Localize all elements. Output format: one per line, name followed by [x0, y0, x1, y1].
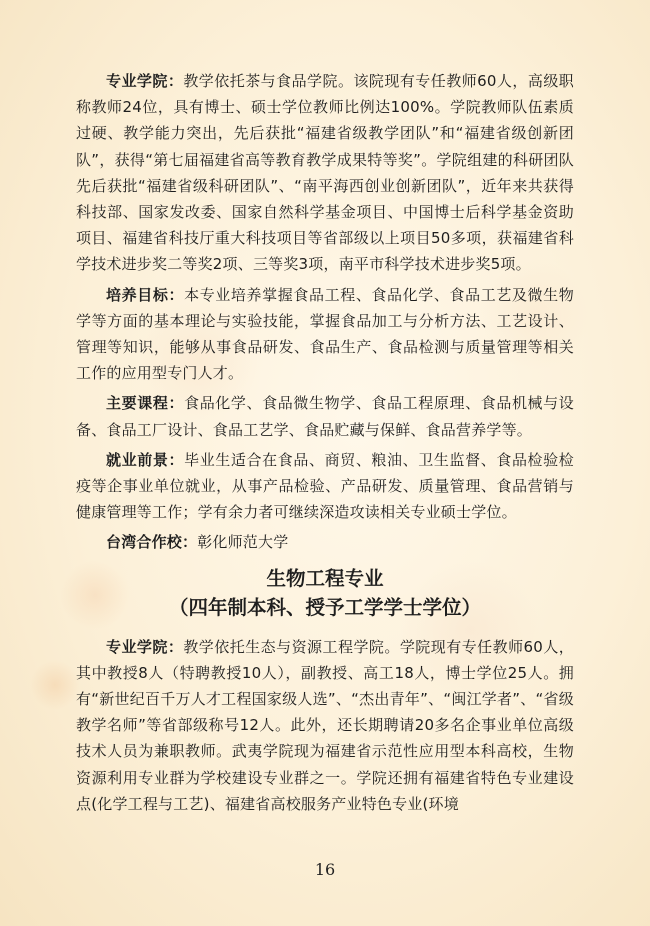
paragraph-label: 主要课程：	[106, 394, 185, 413]
paragraph-label: 专业学院：	[106, 72, 184, 90]
paragraph-label: 就业前景：	[106, 450, 185, 469]
paragraph-text: 本专业培养掌握食品工程、食品化学、食品工艺及微生物学等方面的基本理论与实验技能，掌握食品加工与分析方法、工艺设计、管理等知识，能够从事食品研发、食品生产、食品检测与质量管理等相关工作的应用型专门人才。	[76, 285, 574, 383]
section-subtitle: （四年制本科、授予工学学士学位）	[168, 595, 481, 619]
paragraph-text: 教学依托茶与食品学院。该院现有专任教师60人，高级职称教师24位，具有博士、硕士学位教师比例达100%。学院教师队伍素质过硬、教学能力突出，先后获批“福建省级教学团队”和“福建省级创新团队”，获得“第七届福建省高等教育教学成果特等奖”。学院组建的科研团队先后获批“福建省级科研团队”、“南平海西创业创新团队”，近年来共获得科技部、国家发改委、国家自然科学基金项目、中国博士后科学基金资助项目、福建省科技厅重大科技项目等省部级以上项目50多项，获福建省科学技术进步奖二等奖2项、三等奖3项，南平市科学技术进步奖5项。	[76, 72, 574, 274]
paragraph-text: 毕业生适合在食品、商贸、粮油、卫生监督、食品检验检疫等企事业单位就业，从事产品检验、产品研发、质量管理、食品营销与健康管理等工作；学有余力者可继续深造攻读相关专业硕士学位。	[76, 450, 574, 522]
paragraph-employment	[76, 447, 574, 526]
paragraph-label: 台湾合作校：	[106, 533, 198, 552]
paragraph-taiwan-partner	[76, 529, 574, 555]
page-number: 16	[314, 860, 336, 879]
paragraph-text: 食品化学、食品微生物学、食品工程原理、食品机械与设备、食品工厂设计、食品工艺学、食品贮藏与保鲜、食品营养学等。	[76, 394, 574, 439]
paragraph-college	[76, 68, 574, 278]
paragraph-text: 教学依托生态与资源工程学院。学院现有专任教师60人，其中教授8人（特聘教授10人），副教授、高工18人，博士学位25人。拥有“新世纪百千万人才工程国家级人选”、“杰出青年”、“闽江学者”、“省级教学名师”等省部级称号12人。此外，还长期聘请20多名企事业单位高级技术人员为兼职教师。武夷学院现为福建省示范性应用型本科高校，生物资源利用专业群为学校建设专业群之一。学院还拥有福建省特色专业建设点(化学工程与工艺)、福建省高校服务产业特色专业(环境	[76, 637, 574, 813]
decorative-flower	[30, 660, 80, 710]
paragraph-label: 培养目标：	[106, 285, 185, 304]
paragraph-main-courses	[76, 390, 574, 442]
paragraph-text: 彰化师范大学	[197, 533, 289, 552]
paragraph-bio-college	[76, 634, 574, 817]
paragraph-label: 专业学院：	[106, 637, 184, 656]
page-content	[76, 68, 574, 817]
paragraph-training-goal	[76, 282, 574, 387]
section-title: 生物工程专业	[266, 566, 384, 590]
